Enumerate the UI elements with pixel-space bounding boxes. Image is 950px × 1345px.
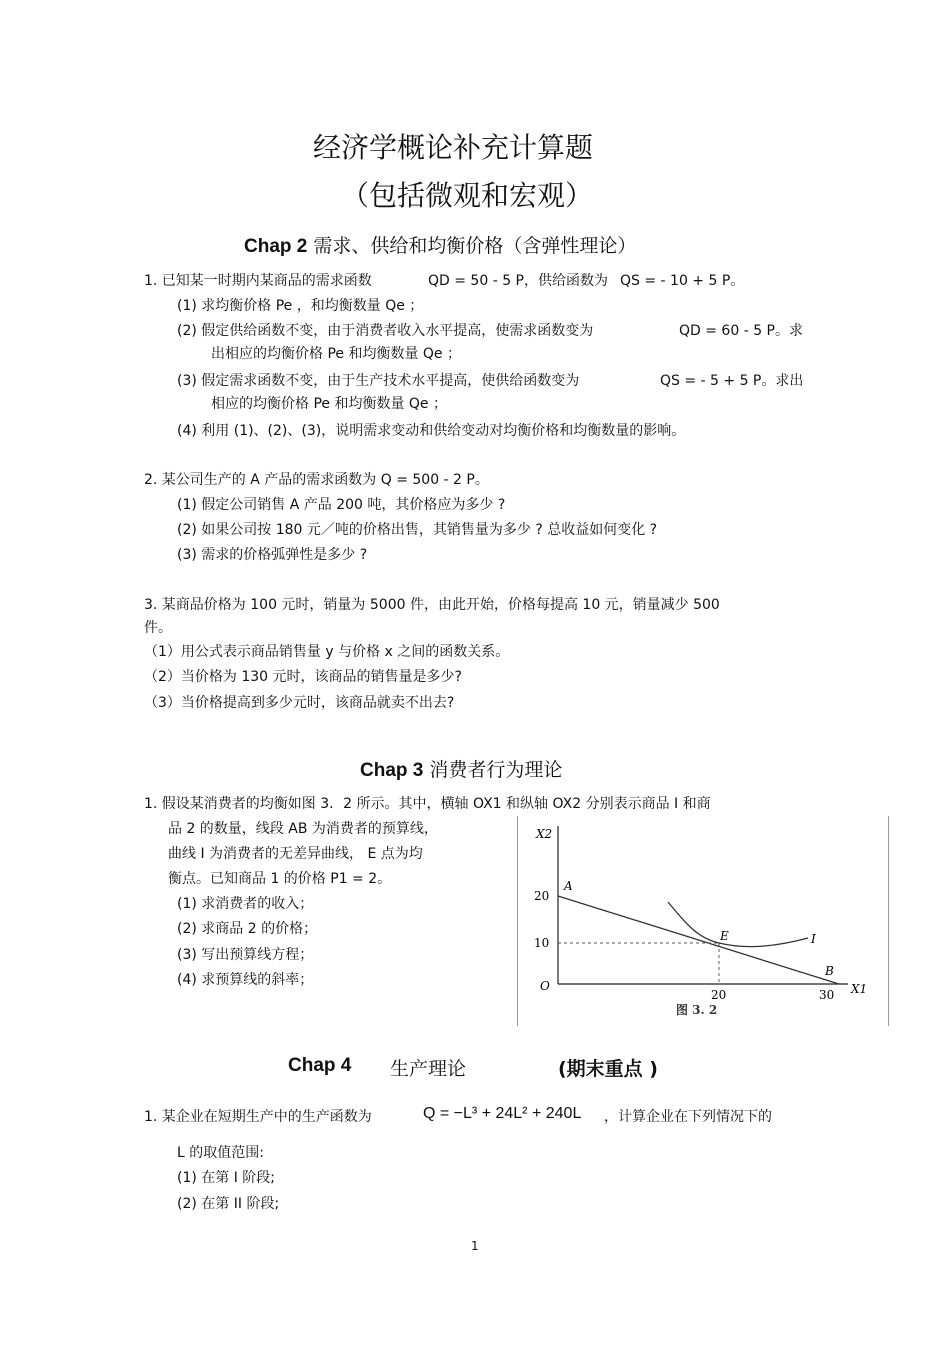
c2q3-s3: （3）当价格提高到多少元时，该商品就卖不出去?	[144, 695, 455, 711]
origin-label: O	[540, 979, 550, 993]
c4q1-lead: 1. 某企业在短期生产中的生产函数为	[144, 1109, 372, 1125]
c3q1-l4: 衡点。已知商品 1 的价格 P1 = 2。	[168, 871, 392, 887]
c2q2-s2: (2) 如果公司按 180 元／吨的价格出售，其销售量为多少 ? 总收益如何变化 ?	[177, 522, 658, 538]
chap4-heading	[288, 1054, 351, 1077]
c2q1-s4: (4) 利用 (1)、(2)、(3)，说明需求变动和供给变动对均衡价格和均衡数量的影响。	[177, 423, 686, 439]
c4q1-l2: L 的取值范围:	[177, 1145, 264, 1161]
doc-subtitle: （包括微观和宏观）	[341, 179, 594, 212]
doc-title: 经济学概论补充计算题	[313, 131, 594, 164]
chap4-note: (期末重点 )	[558, 1058, 658, 1080]
chap2-heading	[244, 231, 636, 258]
c2q3-s1: （1）用公式表示商品销售量 y 与价格 x 之间的函数关系。	[144, 644, 510, 660]
c2q3-lead2: 件。	[144, 620, 172, 636]
c2q3-s2: （2）当价格为 130 元时，该商品的销售量是多少?	[144, 669, 462, 685]
c3q1-s2: (2) 求商品 2 的价格；	[177, 921, 318, 937]
point-b-label: B	[825, 964, 834, 978]
y-tick-10: 10	[534, 936, 550, 950]
chap3-heading	[360, 755, 562, 782]
c2q1-s2b: QD = 60 - 5 P。求	[679, 323, 803, 339]
c2q1-supply: QS = - 10 + 5 P。	[620, 273, 745, 289]
c2q2-lead: 2. 某公司生产的 A 产品的需求函数为 Q = 500 - 2 P。	[144, 472, 489, 488]
c2q1-s2a: (2) 假定供给函数不变，由于消费者收入水平提高，使需求函数变为	[177, 323, 594, 339]
point-a-label: A	[564, 879, 573, 893]
c2q1-s3c: 相应的均衡价格 Pe 和均衡数量 Qe ；	[211, 396, 447, 412]
c4q1-tail: ，计算企业在下列情况下的	[604, 1109, 772, 1125]
chap3-number: Chap 3	[360, 760, 424, 781]
c3q1-l3: 曲线 I 为消费者的无差异曲线， E 点为均	[168, 846, 423, 862]
c3q1-s4: (4) 求预算线的斜率；	[177, 972, 314, 988]
c3q1-s3: (3) 写出预算线方程；	[177, 947, 314, 963]
chap2-number: Chap 2	[244, 236, 308, 257]
c3q1-lead: 1. 假设某消费者的均衡如图 3．2 所示。其中，横轴 OX1 和纵轴 OX2 分别表示商品 I 和商	[144, 796, 711, 812]
c4q1-s2: (2) 在第 II 阶段;	[177, 1196, 280, 1212]
point-e-label: E	[720, 929, 729, 943]
page-number: 1	[471, 1239, 479, 1253]
c2q2-s1: (1) 假定公司销售 A 产品 200 吨，其价格应为多少 ?	[177, 497, 506, 513]
x-tick-20: 20	[711, 988, 727, 1002]
x-axis-label: X1	[851, 982, 868, 996]
c4q1-formula: Q = −L³ + 24L² + 240L	[423, 1105, 582, 1122]
x-tick-30: 30	[819, 988, 835, 1002]
c3q1-l2: 品 2 的数量，线段 AB 为消费者的预算线，	[168, 821, 438, 837]
budget-indifference-diagram	[518, 816, 888, 1026]
c2q1-s1: (1) 求均衡价格 Pe ，和均衡数量 Qe ；	[177, 298, 424, 314]
c2q1-s3b: QS = - 5 + 5 P。求出	[660, 373, 804, 389]
c2q1-demand: QD = 50 - 5 P，供给函数为	[428, 273, 608, 289]
chap2-title: 需求、供给和均衡价格（含弹性理论）	[313, 235, 637, 257]
c2q1-s3a: (3) 假定需求函数不变，由于生产技术水平提高，使供给函数变为	[177, 373, 580, 389]
c3q1-s1: (1) 求消费者的收入；	[177, 896, 314, 912]
c4q1-s1: (1) 在第 I 阶段;	[177, 1170, 276, 1186]
c2q1-s2c: 出相应的均衡价格 Pe 和均衡数量 Qe ；	[211, 346, 461, 362]
budget-line-ab	[558, 896, 839, 984]
c2q1-lead: 1. 已知某一时期内某商品的需求函数	[144, 273, 372, 289]
figure-3-2	[517, 816, 889, 1026]
chap4-number: Chap 4	[288, 1055, 352, 1076]
figure-caption: 图 3. 2	[676, 1003, 718, 1017]
chap4-title: 生产理论	[390, 1058, 467, 1080]
indifference-curve	[668, 902, 808, 947]
y-axis-label: X2	[536, 827, 553, 841]
c2q2-s3: (3) 需求的价格弧弹性是多少 ?	[177, 547, 368, 563]
y-tick-20: 20	[534, 889, 550, 903]
c2q3-lead: 3. 某商品价格为 100 元时，销量为 5000 件，由此开始，价格每提高 10 元，销量减少 500	[144, 597, 720, 613]
chap3-title: 消费者行为理论	[429, 759, 563, 781]
curve-i-label: I	[811, 932, 816, 946]
